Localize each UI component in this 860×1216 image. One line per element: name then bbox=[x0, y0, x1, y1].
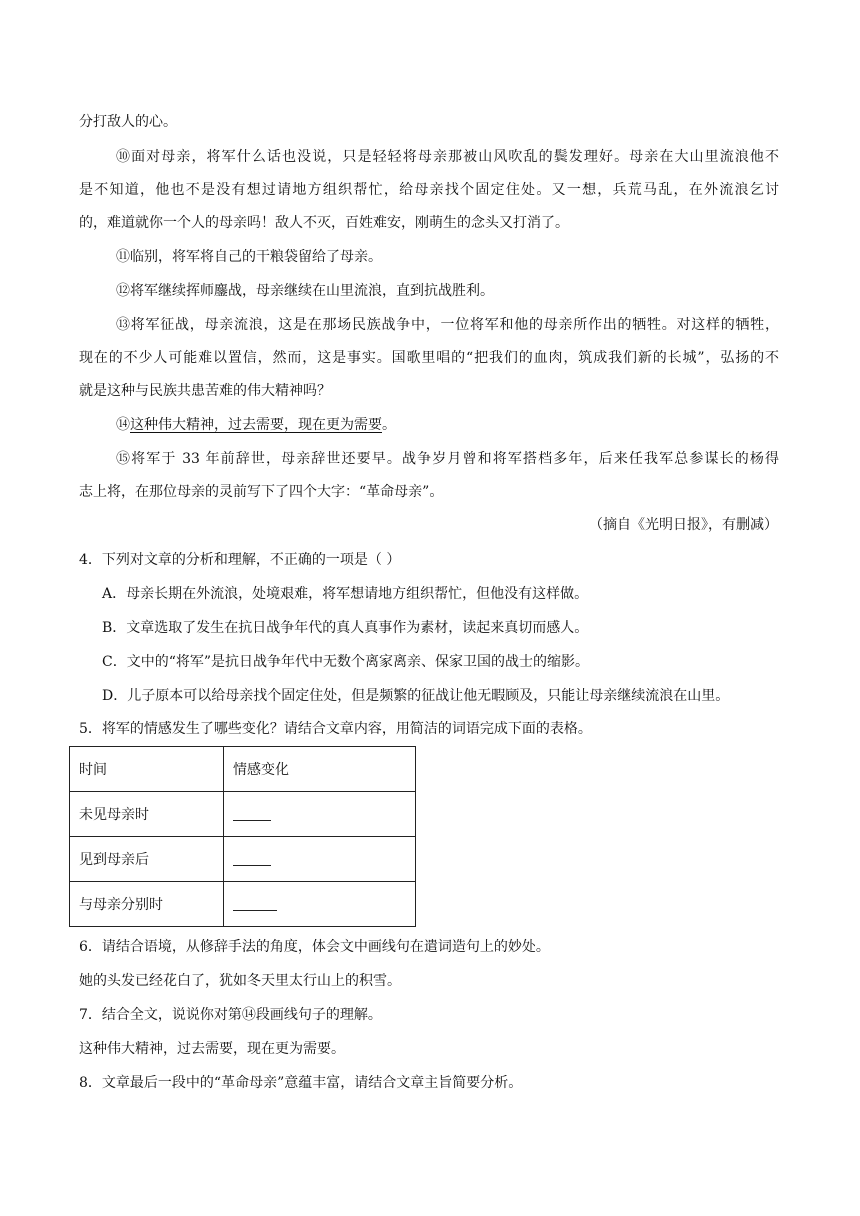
question-7-stem: 7．结合全文，说说你对第⑭段画线句子的理解。 bbox=[79, 1007, 382, 1023]
question-4-option-d: D．儿子原本可以给母亲找个固定住处，但是频繁的征战让他无暇顾及，只能让母亲继续流浪在山里。 bbox=[102, 688, 730, 704]
table-header-time: 时间 bbox=[70, 747, 224, 792]
passage-paragraph-continued: 分打敌人的心。 bbox=[79, 114, 177, 130]
paragraph-11: ⑪临别，将军将自己的干粮袋留给了母亲。 bbox=[116, 249, 382, 265]
answer-blank-cell[interactable] bbox=[224, 792, 416, 837]
answer-blank[interactable] bbox=[233, 804, 271, 821]
table-cell-time: 未见母亲时 bbox=[70, 792, 224, 837]
answer-blank[interactable] bbox=[233, 894, 277, 911]
table-cell-time: 见到母亲后 bbox=[70, 837, 224, 882]
question-6-stem: 6．请结合语境，从修辞手法的角度，体会文中画线句在遣词造句上的妙处。 bbox=[79, 939, 550, 955]
table-row bbox=[70, 837, 416, 882]
paragraph-15-line-2: 志上将，在那位母亲的灵前写下了四个大字：“革命母亲”。 bbox=[79, 484, 444, 500]
paragraph-10-line-3: 的，难道就你一个人的母亲吗！敌人不灭，百姓难安，刚萌生的念头又打消了。 bbox=[79, 215, 569, 231]
question-4-option-c: C．文中的“将军”是抗日战争年代中无数个离家离亲、保家卫国的战士的缩影。 bbox=[102, 654, 590, 670]
paragraph-10-line-1: ⑩面对母亲，将军什么话也没说，只是轻轻将母亲那被山风吹乱的鬓发理好。母亲在大山里流浪他不 bbox=[116, 149, 779, 165]
question-4-stem: 4．下列对文章的分析和理解，不正确的一项是（ ） bbox=[79, 552, 401, 568]
question-4-option-a: A．母亲长期在外流浪，处境艰难，将军想请地方组织帮忙，但他没有这样做。 bbox=[102, 586, 589, 602]
table-header-row bbox=[70, 747, 416, 792]
source-citation: （摘自《光明日报》，有删减） bbox=[589, 517, 778, 533]
paragraph-14-period: 。 bbox=[382, 417, 396, 433]
answer-blank-cell[interactable] bbox=[224, 837, 416, 882]
table-row bbox=[70, 882, 416, 927]
paragraph-13-line-2: 现在的不少人可能难以置信，然而，这是事实。国歌里唱的“把我们的血肉，筑成我们新的长城”，弘扬的不 bbox=[79, 350, 779, 366]
answer-blank-cell[interactable] bbox=[224, 882, 416, 927]
paragraph-14-underlined-sentence: 这种伟大精神，过去需要，现在更为需要 bbox=[130, 417, 382, 433]
table-cell-time: 与母亲分别时 bbox=[70, 882, 224, 927]
question-7-quote: 这种伟大精神，过去需要，现在更为需要。 bbox=[79, 1041, 345, 1057]
answer-blank[interactable] bbox=[233, 849, 271, 866]
paragraph-10-line-2: 是不知道，他也不是没有想过请地方组织帮忙，给母亲找个固定住处。又一想，兵荒马乱，在外流浪乞讨 bbox=[79, 182, 779, 198]
paragraph-12: ⑫将军继续挥师鏖战，母亲继续在山里流浪，直到抗战胜利。 bbox=[116, 283, 494, 299]
question-5-stem: 5．将军的情感发生了哪些变化？请结合文章内容，用简洁的词语完成下面的表格。 bbox=[79, 721, 592, 737]
question-6-quote: 她的头发已经花白了，犹如冬天里太行山上的积雪。 bbox=[79, 973, 401, 989]
table-row bbox=[70, 792, 416, 837]
question-4-option-b: B．文章选取了发生在抗日战争年代的真人真事作为素材，读起来真切而感人。 bbox=[102, 620, 589, 636]
paragraph-15-line-1: ⑮将军于 33 年前辞世，母亲辞世还要早。战争岁月曾和将军搭档多年，后来任我军总参谋长的杨得 bbox=[116, 451, 779, 467]
table-header-emotion: 情感变化 bbox=[224, 747, 416, 792]
question-8-stem: 8．文章最后一段中的“革命母亲”意蕴丰富，请结合文章主旨简要分析。 bbox=[79, 1075, 523, 1091]
paragraph-13-line-1: ⑬将军征战，母亲流浪，这是在那场民族战争中，一位将军和他的母亲所作出的牺牲。对这样的牺牲， bbox=[116, 317, 779, 333]
paragraph-14 bbox=[116, 415, 396, 435]
paragraph-13-line-3: 就是这种与民族共患苦难的伟大精神吗？ bbox=[79, 383, 331, 399]
emotion-change-table bbox=[69, 746, 416, 927]
paragraph-14-number: ⑭ bbox=[116, 417, 130, 433]
